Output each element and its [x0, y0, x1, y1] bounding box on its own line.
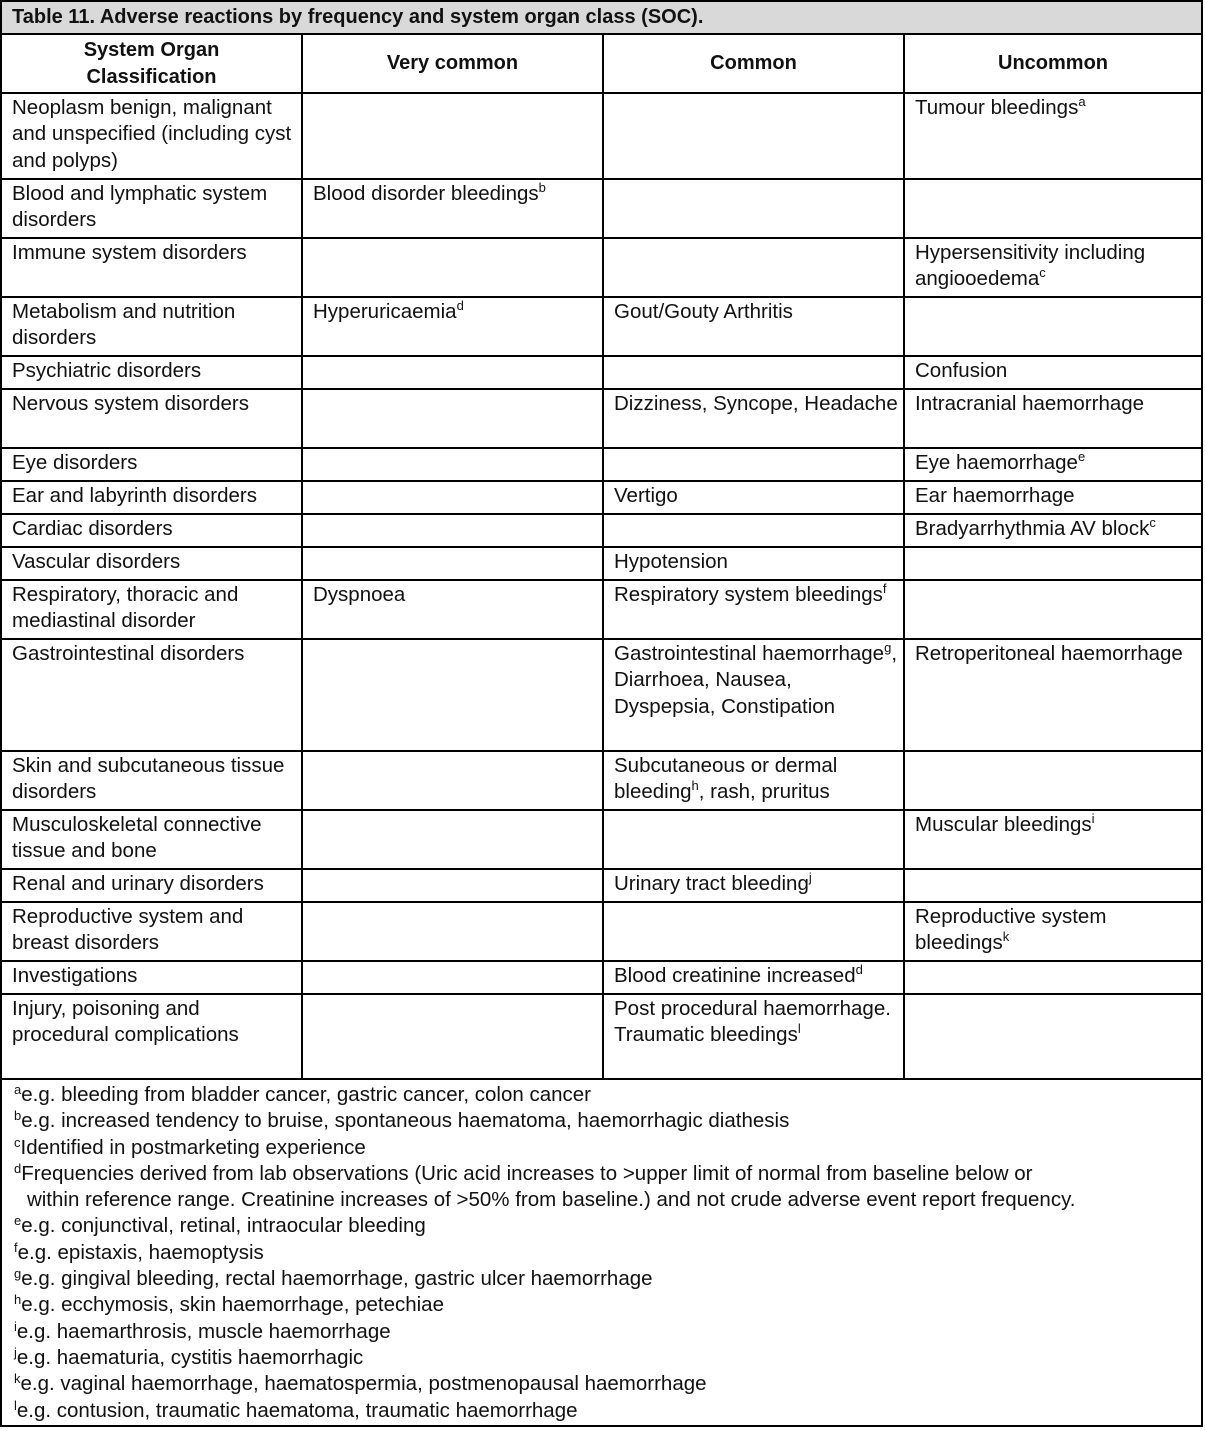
column-header-very-common: Very common — [302, 35, 603, 93]
table-row — [2, 961, 1201, 994]
cell-common — [603, 751, 904, 810]
table-title: Table 11. Adverse reactions by frequency and system organ class (SOC). — [2, 2, 1201, 35]
cell-text: Hyperuricaemia — [313, 300, 457, 323]
footnote-mark: l — [14, 1397, 17, 1413]
footnote-marker: d — [855, 962, 863, 977]
cell-common — [603, 961, 904, 994]
cell-uncommon — [904, 448, 1201, 481]
cell-text: , rash, pruritus — [698, 780, 830, 804]
footnote-mark: j — [14, 1344, 17, 1360]
cell-common — [603, 514, 904, 547]
table-row — [2, 869, 1201, 902]
cell-text: Respiratory, thoracic and mediastinal disorder — [12, 583, 239, 633]
cell-very-common — [302, 179, 603, 238]
cell-very-common — [302, 810, 603, 869]
footnote-marker: c — [1039, 265, 1046, 281]
table-row — [2, 356, 1201, 389]
cell-common — [603, 389, 904, 448]
cell-text: Eye disorders — [12, 451, 138, 474]
cell-uncommon — [904, 810, 1201, 869]
footnote-mark: h — [14, 1292, 22, 1308]
footnote-mark: k — [14, 1371, 21, 1387]
cell-soc — [2, 902, 302, 961]
footnote-mark: c — [14, 1134, 21, 1150]
cell-uncommon — [904, 994, 1201, 1079]
table-row — [2, 751, 1201, 810]
cell-text: Nervous system disorders — [12, 392, 249, 415]
cell-text: Confusion — [915, 359, 1008, 382]
table-row — [2, 93, 1201, 179]
footnote-mark: d — [14, 1160, 22, 1176]
footnote-mark: g — [14, 1266, 22, 1282]
cell-text: Ear and labyrinth disorders — [12, 484, 257, 507]
cell-soc — [2, 514, 302, 547]
cell-soc — [2, 356, 302, 389]
footnote-text: e.g. gingival bleeding, rectal haemorrhage, gastric ulcer haemorrhage — [21, 1267, 653, 1291]
cell-very-common — [302, 238, 603, 297]
cell-text: Dyspnoea — [313, 583, 406, 606]
cell-very-common — [302, 448, 603, 481]
cell-common — [603, 297, 904, 356]
footnote-mark: b — [14, 1108, 22, 1124]
footnote-text: e.g. haemarthrosis, muscle haemorrhage — [16, 1319, 391, 1343]
cell-uncommon — [904, 639, 1201, 751]
cell-common — [603, 580, 904, 639]
cell-uncommon — [904, 481, 1201, 514]
cell-uncommon — [904, 389, 1201, 448]
table-row — [2, 547, 1201, 580]
cell-uncommon — [904, 869, 1201, 902]
footnote-text: e.g. conjunctival, retinal, intraocular bleeding — [21, 1214, 426, 1238]
cell-common — [603, 547, 904, 580]
cell-very-common — [302, 514, 603, 547]
cell-very-common — [302, 93, 603, 179]
cell-text: Hypersensitivity including angiooedema — [915, 241, 1146, 291]
cell-text: Retroperitoneal haemorrhage — [915, 642, 1183, 665]
cell-text: Eye haemorrhage — [915, 451, 1078, 474]
cell-very-common — [302, 580, 603, 639]
cell-common — [603, 179, 904, 238]
footnote — [14, 1213, 1201, 1239]
table-row — [2, 639, 1201, 751]
cell-very-common — [302, 751, 603, 810]
cell-soc — [2, 448, 302, 481]
cell-very-common — [302, 547, 603, 580]
table-row — [2, 514, 1201, 547]
footnote-marker: k — [1002, 929, 1010, 945]
cell-text: Dizziness, Syncope, Headache — [614, 392, 898, 415]
adverse-reactions-table — [2, 35, 1201, 1080]
cell-uncommon — [904, 179, 1201, 238]
cell-text: Respiratory system bleedings — [614, 583, 883, 606]
footnote-text: e.g. vaginal haemorrhage, haematospermia, postmenopausal haemorrhage — [20, 1372, 707, 1396]
cell-text: Psychiatric disorders — [12, 359, 202, 382]
footnote-text: Frequencies derived from lab observations (Uric acid increases to >upper limit of normal from baseline below or within reference range. Creatinine increases of >50% from baseline.) and not crude adverse event report frequency. — [21, 1161, 1076, 1212]
cell-uncommon — [904, 580, 1201, 639]
cell-uncommon — [904, 751, 1201, 810]
cell-uncommon — [904, 297, 1201, 356]
footnote-text: e.g. epistaxis, haemoptysis — [17, 1240, 264, 1264]
cell-text: Cardiac disorders — [12, 517, 173, 540]
footnote-mark: e — [14, 1213, 22, 1229]
cell-text: Injury, poisoning and procedural complications — [12, 997, 239, 1047]
cell-very-common — [302, 961, 603, 994]
column-header-uncommon: Uncommon — [904, 35, 1201, 93]
cell-text: Reproductive system and breast disorders — [12, 905, 244, 955]
cell-uncommon — [904, 93, 1201, 179]
cell-text: Reproductive system bleedings — [915, 905, 1107, 955]
cell-common — [603, 238, 904, 297]
footnote-marker: g — [884, 640, 892, 655]
footnotes — [2, 1080, 1201, 1424]
cell-text: Immune system disorders — [12, 241, 247, 264]
cell-very-common — [302, 481, 603, 514]
cell-common — [603, 902, 904, 961]
cell-common — [603, 869, 904, 902]
cell-text: Tumour bleedings — [915, 96, 1079, 119]
footnote-text: e.g. contusion, traumatic haematoma, traumatic haemorrhage — [16, 1398, 578, 1422]
table-body — [2, 93, 1201, 1079]
cell-very-common — [302, 297, 603, 356]
cell-uncommon — [904, 238, 1201, 297]
table-row — [2, 810, 1201, 869]
cell-soc — [2, 639, 302, 751]
cell-common — [603, 639, 904, 751]
footnote — [14, 1161, 1201, 1214]
cell-common — [603, 481, 904, 514]
footnote-mark: f — [14, 1239, 18, 1255]
table-row — [2, 238, 1201, 297]
cell-text: Urinary tract bleeding — [614, 872, 809, 895]
cell-text: Hypotension — [614, 550, 728, 573]
cell-very-common — [302, 869, 603, 902]
footnote-marker: c — [1149, 515, 1156, 530]
cell-common — [603, 448, 904, 481]
table-row — [2, 389, 1201, 448]
table-row — [2, 481, 1201, 514]
cell-text: Skin and subcutaneous tissue disorders — [12, 754, 285, 804]
cell-common — [603, 994, 904, 1079]
footnote-marker: e — [1077, 449, 1086, 464]
cell-soc — [2, 481, 302, 514]
cell-text: Investigations — [12, 964, 138, 987]
cell-soc — [2, 994, 302, 1079]
cell-common — [603, 93, 904, 179]
cell-text: Blood creatinine increased — [614, 964, 856, 987]
cell-uncommon — [904, 547, 1201, 580]
cell-text: Ear haemorrhage — [915, 484, 1075, 507]
table-row — [2, 179, 1201, 238]
cell-soc — [2, 93, 302, 179]
footnote-text: e.g. bleeding from bladder cancer, gastric cancer, colon cancer — [21, 1083, 592, 1106]
footnote-marker: h — [691, 778, 699, 794]
footnote-marker: j — [808, 870, 812, 885]
footnote — [14, 1108, 1201, 1134]
footnote-marker: i — [1091, 811, 1095, 826]
cell-uncommon — [904, 902, 1201, 961]
header-row — [2, 35, 1201, 93]
cell-text: Gastrointestinal disorders — [12, 642, 245, 665]
cell-text: Post procedural haemorrhage. Traumatic bleedings — [614, 997, 891, 1047]
footnote — [14, 1319, 1201, 1345]
footnote — [14, 1266, 1201, 1292]
table-row — [2, 580, 1201, 639]
footnote — [14, 1292, 1201, 1318]
cell-very-common — [302, 902, 603, 961]
footnote — [14, 1398, 1201, 1424]
cell-text: Neoplasm benign, malignant and unspecified (including cyst and polyps) — [12, 96, 292, 172]
cell-soc — [2, 179, 302, 238]
cell-text: Blood and lymphatic system disorders — [12, 182, 268, 232]
footnote-marker: l — [797, 1021, 801, 1037]
footnote-text: e.g. ecchymosis, skin haemorrhage, petechiae — [21, 1293, 444, 1317]
cell-soc — [2, 961, 302, 994]
cell-soc — [2, 297, 302, 356]
cell-text: Gout/Gouty Arthritis — [614, 300, 793, 323]
footnote — [14, 1240, 1201, 1266]
cell-soc — [2, 389, 302, 448]
cell-text: Subcutaneous or dermal bleeding — [614, 754, 838, 804]
cell-very-common — [302, 994, 603, 1079]
cell-text: Intracranial haemorrhage — [915, 392, 1145, 415]
cell-soc — [2, 547, 302, 580]
cell-text: Muscular bleedings — [915, 813, 1092, 836]
footnote-marker: f — [882, 581, 887, 596]
footnote-text: e.g. increased tendency to bruise, spontaneous haematoma, haemorrhagic diathesis — [21, 1109, 790, 1133]
cell-soc — [2, 869, 302, 902]
footnote — [14, 1371, 1201, 1397]
footnote-mark: a — [14, 1082, 22, 1097]
cell-text: Vertigo — [614, 484, 678, 507]
cell-soc — [2, 751, 302, 810]
column-header-soc: System Organ Classification — [2, 35, 302, 93]
cell-very-common — [302, 639, 603, 751]
column-header-common: Common — [603, 35, 904, 93]
cell-text: Metabolism and nutrition disorders — [12, 300, 236, 350]
table-row — [2, 448, 1201, 481]
footnote-text: e.g. haematuria, cystitis haemorrhagic — [16, 1345, 364, 1369]
cell-text: Blood disorder bleedings — [313, 182, 539, 205]
footnote-mark: i — [14, 1318, 17, 1334]
cell-very-common — [302, 389, 603, 448]
cell-text: , Diarrhoea, Nausea, Dyspepsia, Constipation — [614, 642, 898, 718]
cell-soc — [2, 580, 302, 639]
footnote-marker: a — [1078, 94, 1086, 109]
cell-text: Musculoskeletal connective tissue and bone — [12, 813, 262, 863]
footnote — [14, 1082, 1201, 1108]
cell-soc — [2, 238, 302, 297]
table-row — [2, 902, 1201, 961]
table-row — [2, 994, 1201, 1079]
cell-common — [603, 810, 904, 869]
footnote-text: Identified in postmarketing experience — [20, 1135, 366, 1159]
cell-very-common — [302, 356, 603, 389]
cell-text: Vascular disorders — [12, 550, 181, 573]
cell-uncommon — [904, 961, 1201, 994]
table-row — [2, 297, 1201, 356]
cell-soc — [2, 810, 302, 869]
cell-uncommon — [904, 356, 1201, 389]
footnote-marker: b — [538, 180, 546, 195]
cell-text: Renal and urinary disorders — [12, 872, 264, 895]
cell-common — [603, 356, 904, 389]
footnote — [14, 1345, 1201, 1371]
footnote — [14, 1135, 1201, 1161]
cell-text: Gastrointestinal haemorrhage — [614, 642, 885, 665]
cell-text: Bradyarrhythmia AV block — [915, 517, 1150, 540]
cell-uncommon — [904, 514, 1201, 547]
footnote-marker: d — [456, 298, 464, 313]
